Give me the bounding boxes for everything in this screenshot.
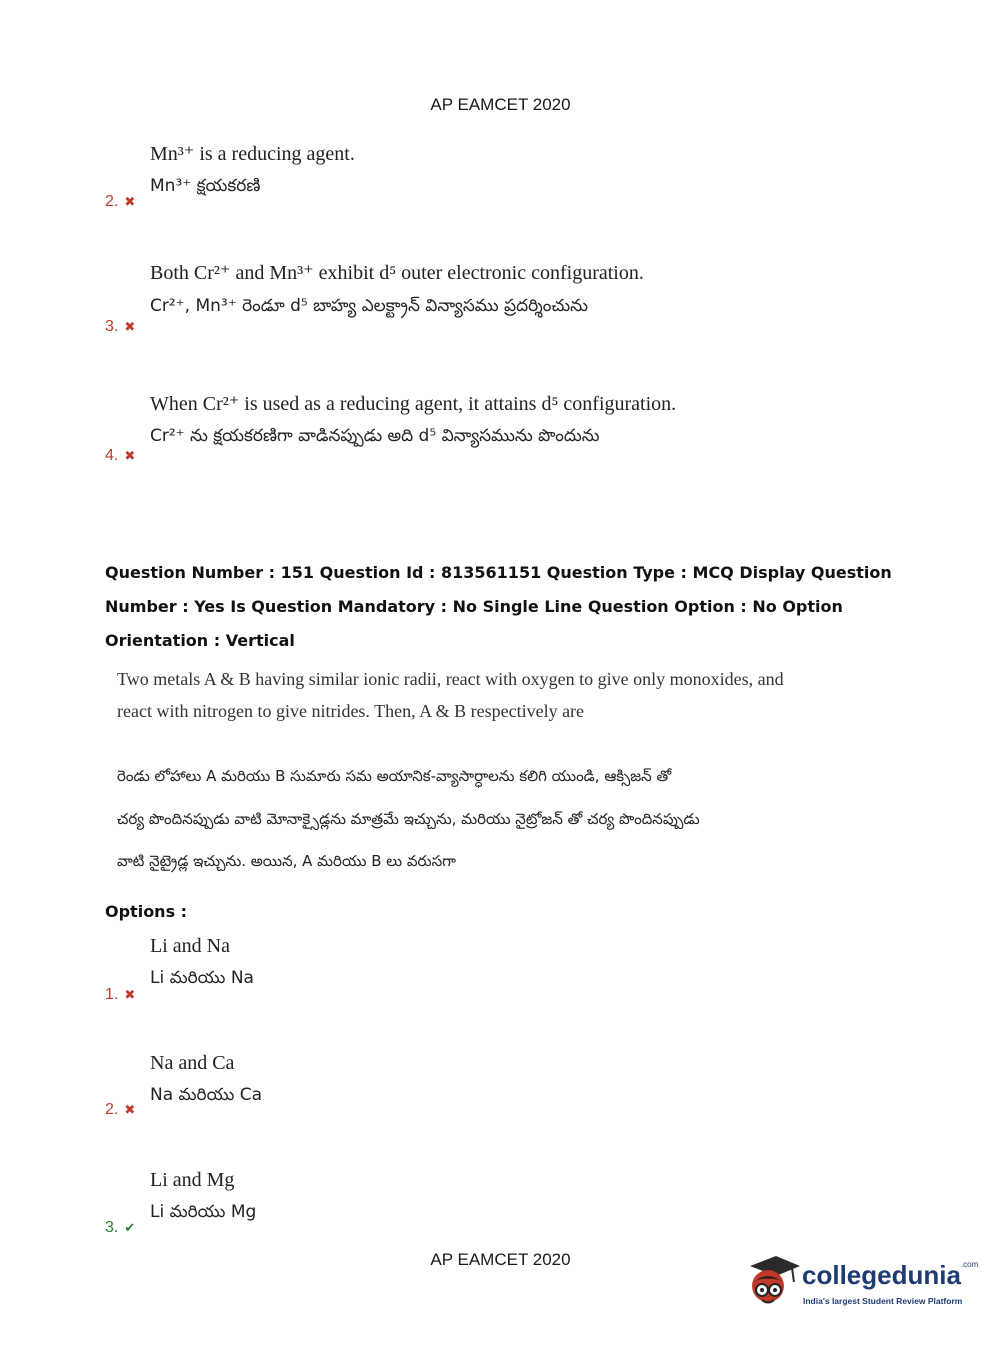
question-text-en-line-1: Two metals A & B having similar ionic radii, react with oxygen to give only monoxides, and — [117, 669, 784, 689]
prev-option-4-telugu: Cr²⁺ ను క్షయకరణిగా వాడినప్పుడు అది d⁵ విన్యాసమును పొందును — [150, 426, 600, 446]
wrong-mark-icon: ✖ — [124, 319, 136, 334]
question-meta-line-2: Number : Yes Is Question Mandatory : No Single Line Question Option : No Option — [105, 597, 843, 616]
prev-option-3-english: Both Cr²⁺ and Mn³⁺ exhibit d⁵ outer electronic configuration. — [150, 262, 644, 284]
prev-option-2-number: 2. ✖ — [105, 193, 136, 210]
option-1-english: Li and Na — [150, 935, 230, 957]
prev-option-4-number: 4. ✖ — [105, 447, 136, 464]
question-text-te-line-3: వాటి నైట్రైడ్ల ఇచ్చును. అయిన, A మరియు B లు వరుసగా — [117, 852, 456, 870]
wrong-mark-icon: ✖ — [124, 448, 136, 463]
question-text-te-line-1: రెండు లోహాలు A మరియు B సుమారు సమ అయానిక-వ్యాసార్ధాలను కలిగి యుండి, ఆక్సిజన్ తో — [117, 767, 672, 785]
prev-option-4-english: When Cr²⁺ is used as a reducing agent, it attains d⁵ configuration. — [150, 393, 677, 415]
question-meta-line-3: Orientation : Vertical — [105, 631, 295, 650]
wrong-mark-icon: ✖ — [124, 1102, 136, 1117]
option-3-english: Li and Mg — [150, 1169, 235, 1191]
options-label: Options : — [105, 902, 188, 921]
logo-wordmark: collegedunia — [802, 1260, 961, 1290]
question-text-te-line-2: చర్య పొందినప్పుడు వాటి మోనాక్సైడ్లను మాత్రమే ఇచ్చును, మరియు నైట్రోజన్ తో చర్య పొందినప్పుడు — [117, 810, 700, 828]
prev-option-3-number: 3. ✖ — [105, 318, 136, 335]
option-1-number: 1. ✖ — [105, 986, 136, 1003]
prev-option-2-telugu: Mn³⁺ క్షయకరణి — [150, 176, 261, 196]
check-mark-icon: ✔ — [124, 1220, 136, 1235]
option-2-number: 2. ✖ — [105, 1101, 136, 1118]
question-text-en-line-2: react with nitrogen to give nitrides. Then, A & B respectively are — [117, 701, 585, 721]
question-metadata — [105, 556, 905, 658]
page-header-title: AP EAMCET 2020 — [430, 95, 571, 114]
prev-option-2-english: Mn³⁺ is a reducing agent. — [150, 143, 355, 165]
option-3-number: 3. ✔ — [105, 1219, 136, 1236]
collegedunia-logo — [742, 1252, 979, 1314]
logo-suffix: .com — [960, 1260, 979, 1269]
mascot-icon — [742, 1252, 800, 1310]
option-2-telugu: Na మరియు Ca — [150, 1085, 263, 1105]
logo-tagline: India's largest Student Review Platform — [803, 1296, 963, 1306]
option-3-telugu: Li మరియు Mg — [150, 1202, 257, 1222]
option-1-telugu: Li మరియు Na — [150, 968, 254, 988]
question-meta-line-1: Question Number : 151 Question Id : 813561151 Question Type : MCQ Display Question — [105, 563, 892, 582]
prev-option-3-telugu: Cr²⁺, Mn³⁺ రెండూ d⁵ బాహ్య ఎలక్ట్రాన్ విన్యాసము ప్రదర్శించును — [150, 296, 588, 316]
page-footer-title: AP EAMCET 2020 — [430, 1250, 571, 1269]
wrong-mark-icon: ✖ — [124, 987, 136, 1002]
option-2-english: Na and Ca — [150, 1052, 235, 1074]
wrong-mark-icon: ✖ — [124, 194, 136, 209]
